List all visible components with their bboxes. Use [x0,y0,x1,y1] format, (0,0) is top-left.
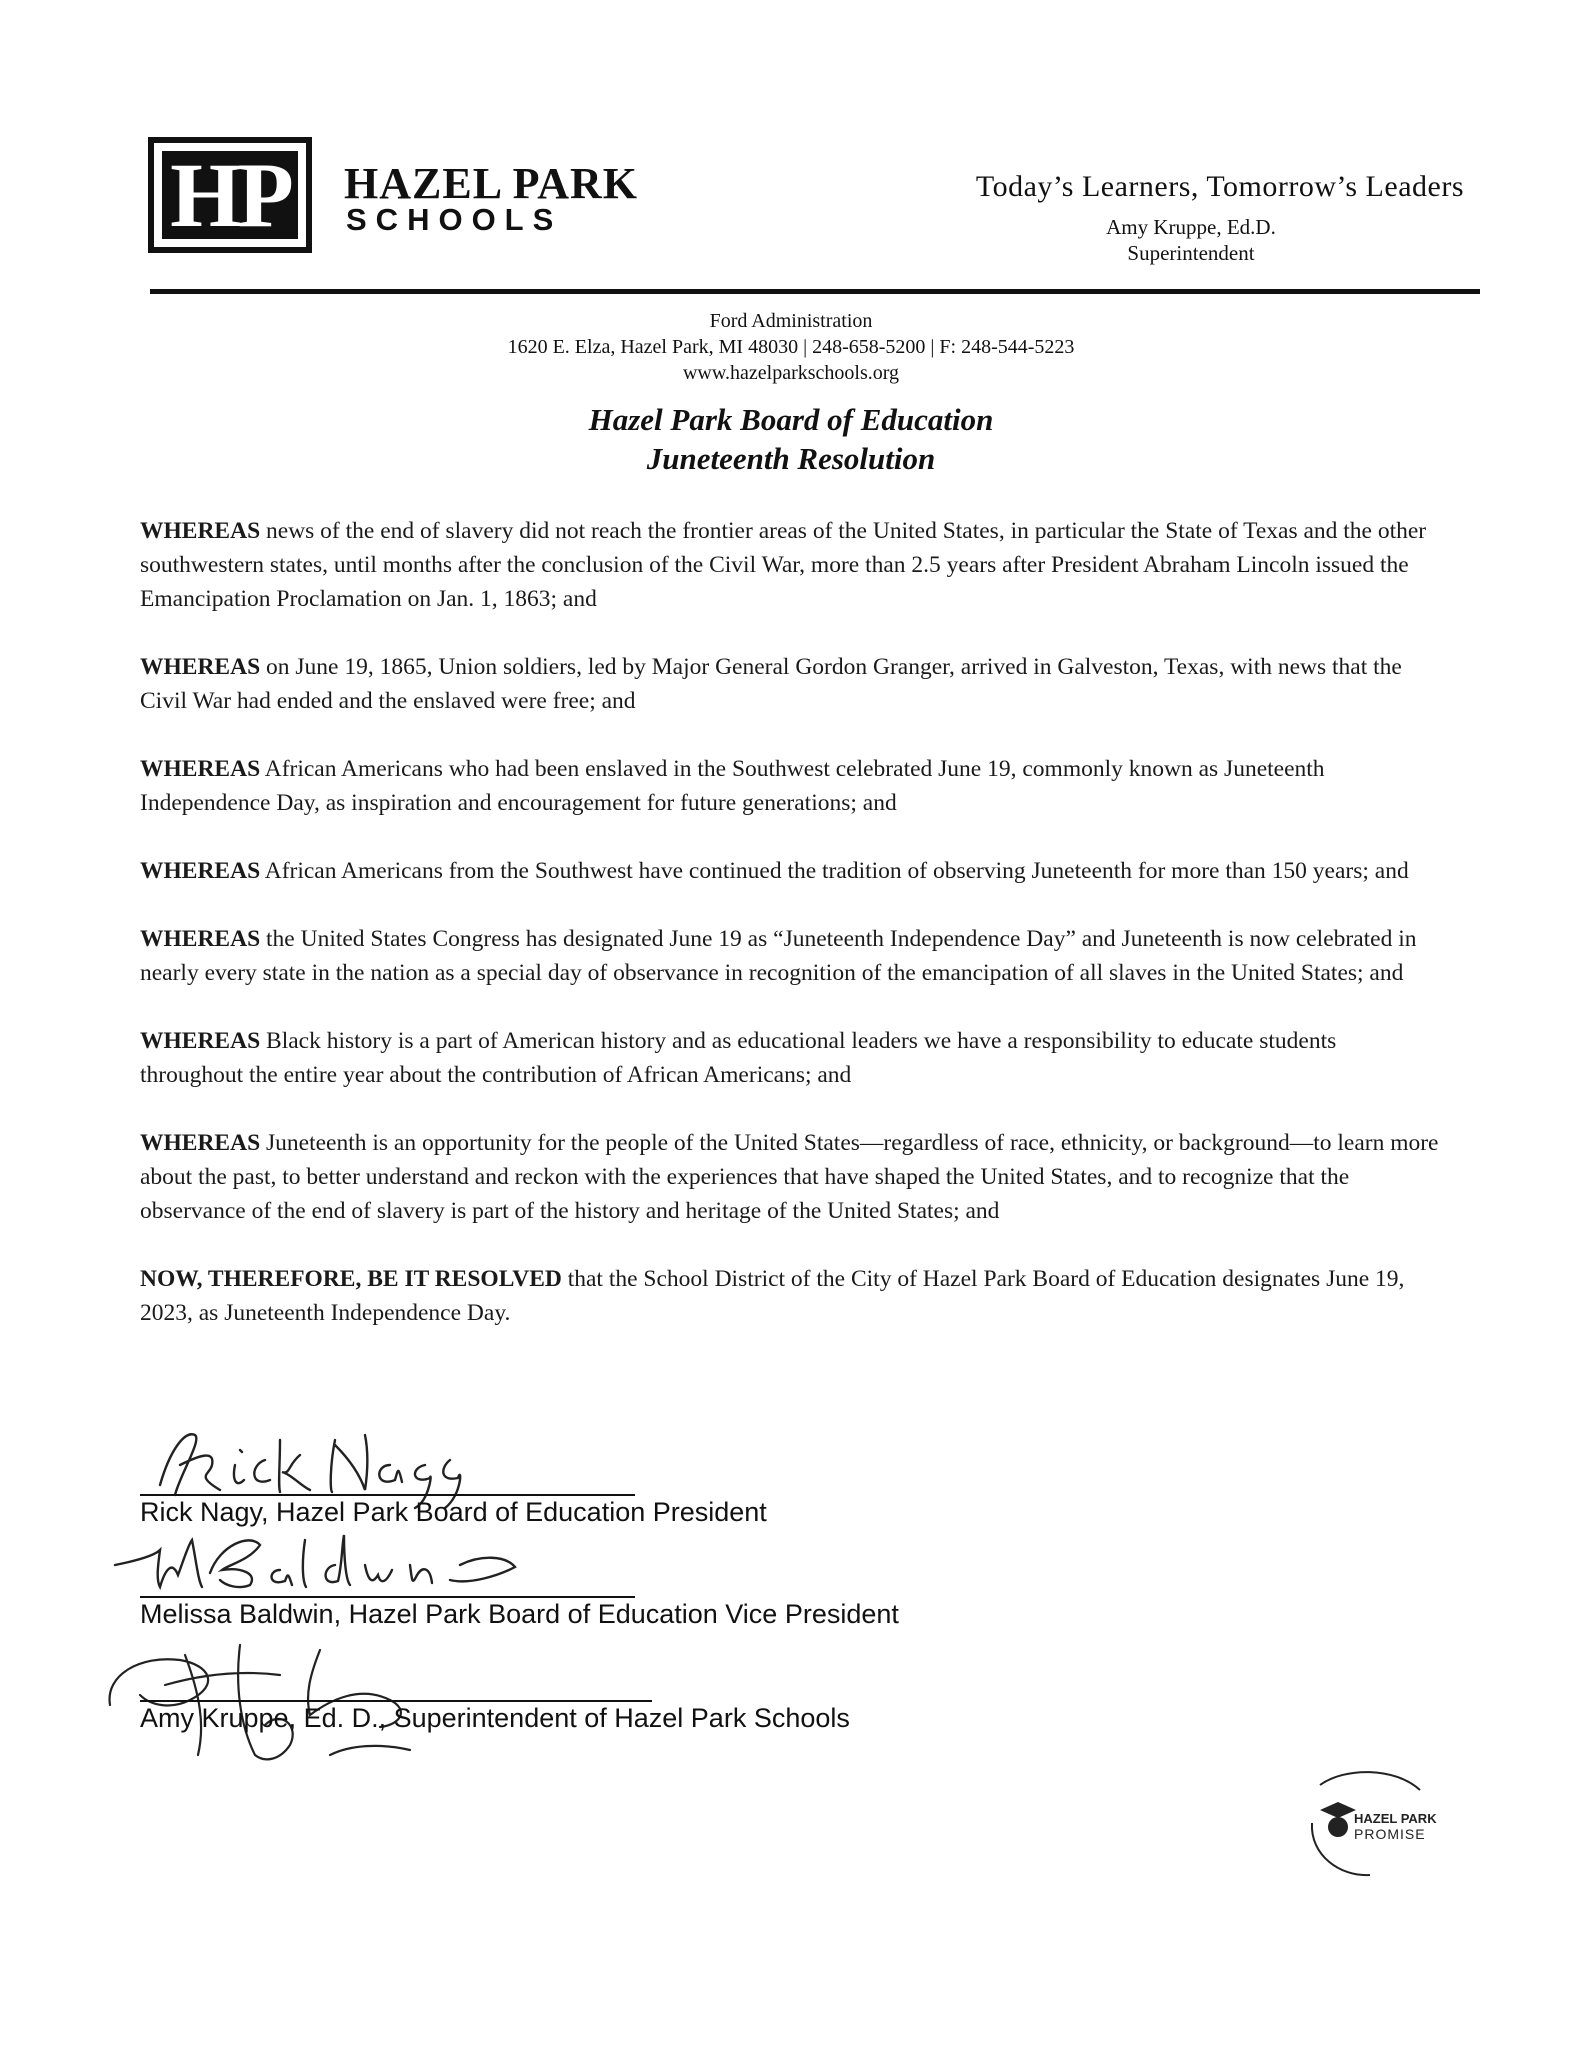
clause-keyword: WHEREAS [140,518,261,544]
promise-logo-line1: HAZEL PARK [1354,1811,1437,1826]
clause-text: the United States Congress has designated June 19 as “Juneteenth Independence Day” and Juneteenth is now celebrated in nearly every state in the nation as a special day of observance in recognition of the emancipation of all slaves in the United States; and [140,926,1417,986]
signature-caption-superintendent: Amy Kruppe, Ed. D., Superintendent of Hazel Park Schools [140,1703,850,1733]
whereas-clause [140,514,1440,616]
whereas-clause [140,854,1440,888]
resolved-keyword: NOW, THEREFORE, BE IT RESOLVED [140,1266,562,1292]
clause-text: on June 19, 1865, Union soldiers, led by Major General Gordon Granger, arrived in Galveston, Texas, with news that the Civil War had ended and the enslaved were free; and [140,654,1402,714]
signature-caption-vice-president: Melissa Baldwin, Hazel Park Board of Education Vice President [140,1599,899,1629]
whereas-clause [140,650,1440,718]
street-address: 1620 E. Elza, Hazel Park, MI 48030 | 248-658-5200 | F: 248-544-5223 [507,336,1075,358]
clause-keyword: WHEREAS [140,1130,261,1156]
superintendent-block [1066,214,1316,266]
clause-keyword: WHEREAS [140,654,261,680]
clause-text: news of the end of slavery did not reach the frontier areas of the United States, in particular the State of Texas and the other southwestern states, until months after the conclusion of the Civil War, more than 2.5 years after President Abraham Lincoln issued the Emancipation Proclamation on Jan. 1, 1863; and [140,518,1427,612]
promise-logo-line2: PROMISE [1354,1826,1426,1842]
whereas-clause [140,922,1440,990]
clause-text: African Americans who had been enslaved in the Southwest celebrated June 19, commonly known as Juneteenth Independence Day, as inspiration and encouragement for future generations; and [140,756,1325,816]
clause-text: Black history is a part of American history and as educational leaders we have a responsibility to educate students throughout the entire year about the contribution of African Americans; and [140,1028,1337,1088]
clause-keyword: WHEREAS [140,926,261,952]
superintendent-title: Superintendent [1127,241,1255,265]
tagline: Today’s Learners, Tomorrow’s Leaders [975,170,1464,203]
brand-name: HAZEL PARK [344,159,639,208]
resolved-text: that the School District of the City of Hazel Park Board of Education designates June 19, 2023, as Juneteenth Independence Day. [140,1266,1405,1326]
superintendent-name: Amy Kruppe, Ed.D. [1106,215,1276,239]
clause-text: Juneteenth is an opportunity for the people of the United States—regardless of race, ethnicity, or background—to learn more about the past, to better understand and reckon with the experiences that have shaped the United States, and to recognize that the observance of the end of slavery is part of the history and heritage of the United States; and [140,1130,1439,1224]
signature-vice-president [110,1525,530,1595]
signature-line [140,1596,635,1598]
brand-subtitle: SCHOOLS [346,202,563,237]
header-divider [150,289,1480,294]
clause-keyword: WHEREAS [140,756,261,782]
resolution-body [140,514,1440,1364]
resolved-clause [140,1262,1440,1330]
signature-line [140,1494,635,1496]
whereas-clause [140,1024,1440,1092]
clause-keyword: WHEREAS [140,858,261,884]
hp-logo-letters: HP [162,151,298,239]
clause-keyword: WHEREAS [140,1028,261,1054]
website: www.hazelparkschools.org [682,362,900,384]
hazel-park-promise-logo [1290,1765,1450,1885]
whereas-clause [140,1126,1440,1228]
signature-line [140,1700,652,1702]
office-name: Ford Administration [709,310,873,332]
hp-logo [148,137,312,253]
whereas-clause [140,752,1440,820]
clause-text: African Americans from the Southwest have continued the tradition of observing Juneteenth for more than 150 years; and [260,858,1409,884]
signature-caption-president: Rick Nagy, Hazel Park Board of Education President [140,1497,767,1527]
signature-superintendent [90,1615,450,1765]
document-title: Hazel Park Board of Education [588,402,994,437]
document-subtitle: Juneteenth Resolution [646,441,936,476]
